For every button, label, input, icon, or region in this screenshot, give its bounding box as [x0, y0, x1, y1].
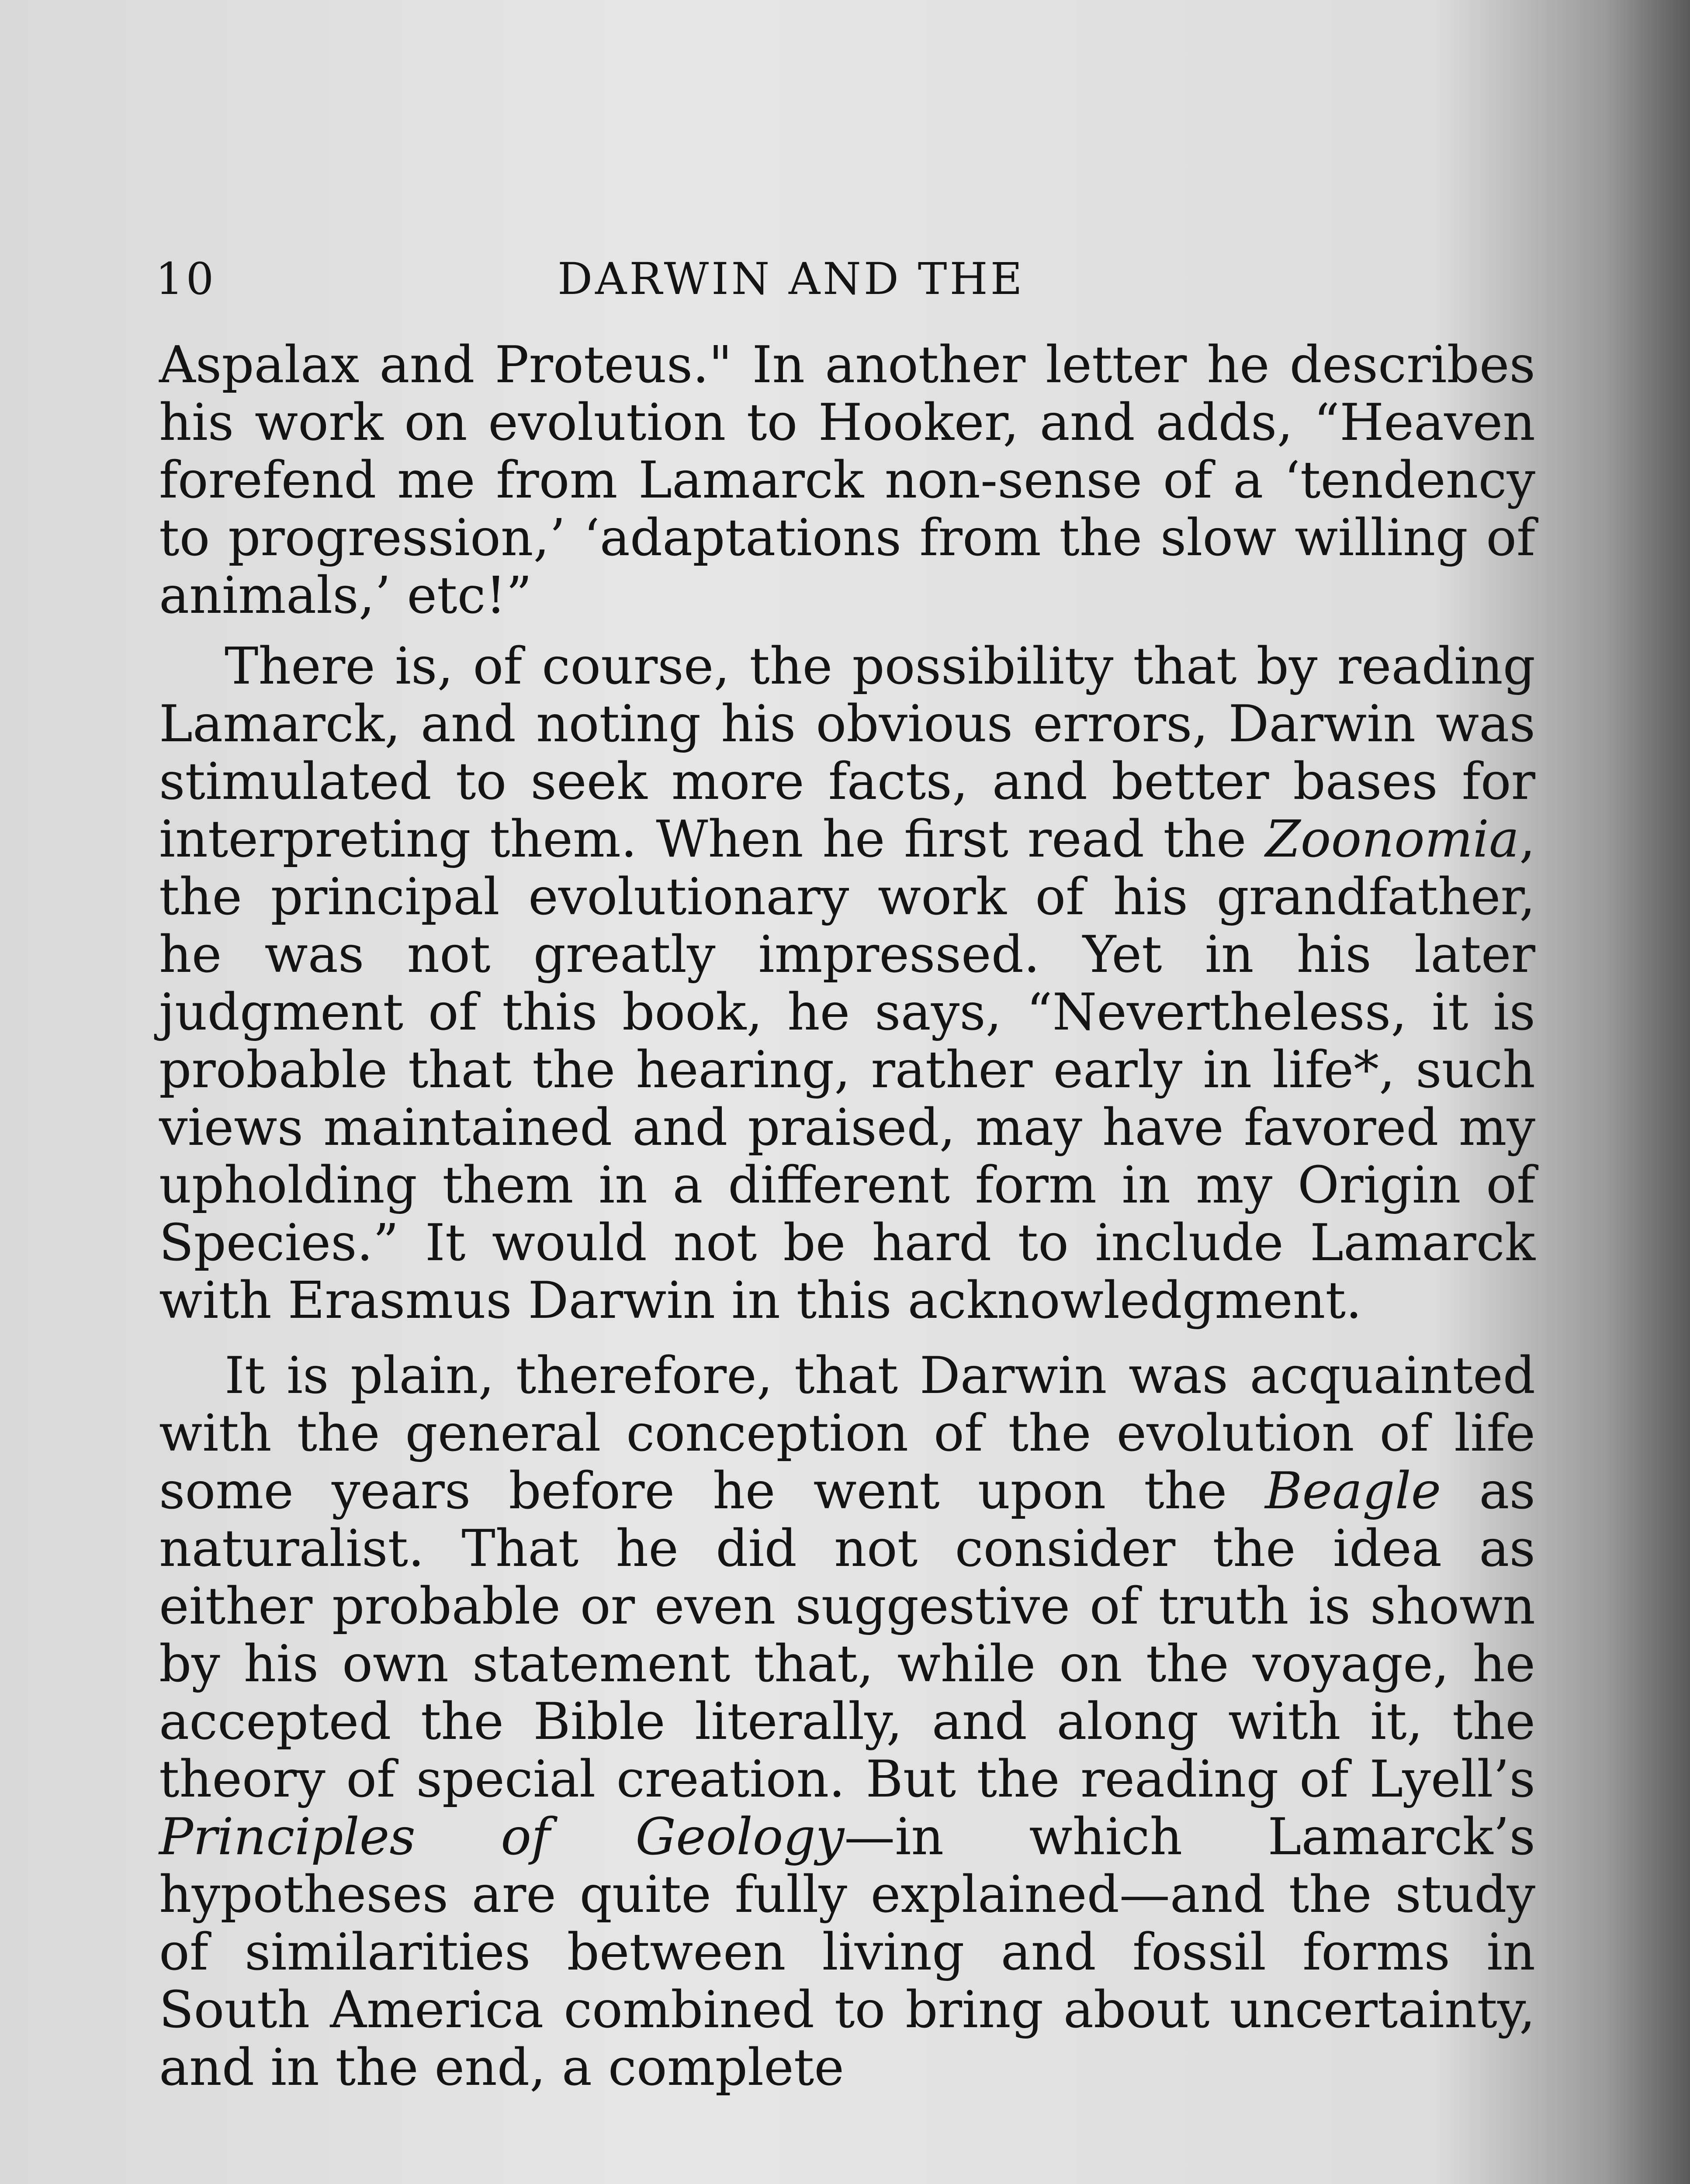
paragraph-2: [159, 638, 1535, 1330]
paragraph-2-text-b: , the principal evolutionary work of his grandfather, he was not greatly impressed. Yet in his later judgment of this book, he says, “Nevertheless, it is probable that the hearing, rather early in life*, such views maintained and praised, may have favored my upholding them in a different form in my Origin of Species.” It would not be hard to include Lamarck with Erasmus Darwin in this acknowledgment.: [159, 810, 1535, 1330]
paragraph-3-text-b: as naturalist. That he did not consider the idea as either probable or even suggestive of truth is shown by his own statement that, while on the voyage, he accepted the Bible literally, and along with it, the theory of special creation. But the reading of Lyell’s: [159, 1462, 1536, 1809]
paragraph-2-text-a: There is, of course, the possibility that by reading Lamarck, and noting his obvious errors, Darwin was stimulated to seek more facts, and better bases for interpreting them. When he first read the: [159, 637, 1535, 869]
paragraph-3-text-a: It is plain, therefore, that Darwin was acquainted with the general conception of the evolution of life some years before he went upon the: [159, 1346, 1535, 1521]
running-head: DARWIN AND THE: [558, 253, 1025, 304]
page-number: 10: [156, 253, 217, 304]
paragraph-3-italic-2: Principles of Geology: [159, 1807, 845, 1866]
paragraph-3-text-c: —in which Lamarck’s hypotheses are quite fully explained—and the study of similarities between living and fossil forms in South America combined to bring about uncertainty, and in the end, a complete: [159, 1807, 1535, 2097]
body-text: [159, 336, 1535, 2114]
paragraph-1: Aspalax and Proteus." In another letter he describes his work on evolution to Hooker, and adds, “Heaven forefend me from Lamarck non-sense of a ‘tendency to progression,’ ‘adaptations from the slow willing of animals,’ etc!”: [159, 335, 1535, 625]
paragraph-2-italic: Zoonomia: [1265, 810, 1520, 869]
page-header: [156, 245, 1160, 314]
paragraph-3-italic-1: Beagle: [1265, 1462, 1441, 1521]
paragraph-3: [159, 1347, 1535, 2097]
